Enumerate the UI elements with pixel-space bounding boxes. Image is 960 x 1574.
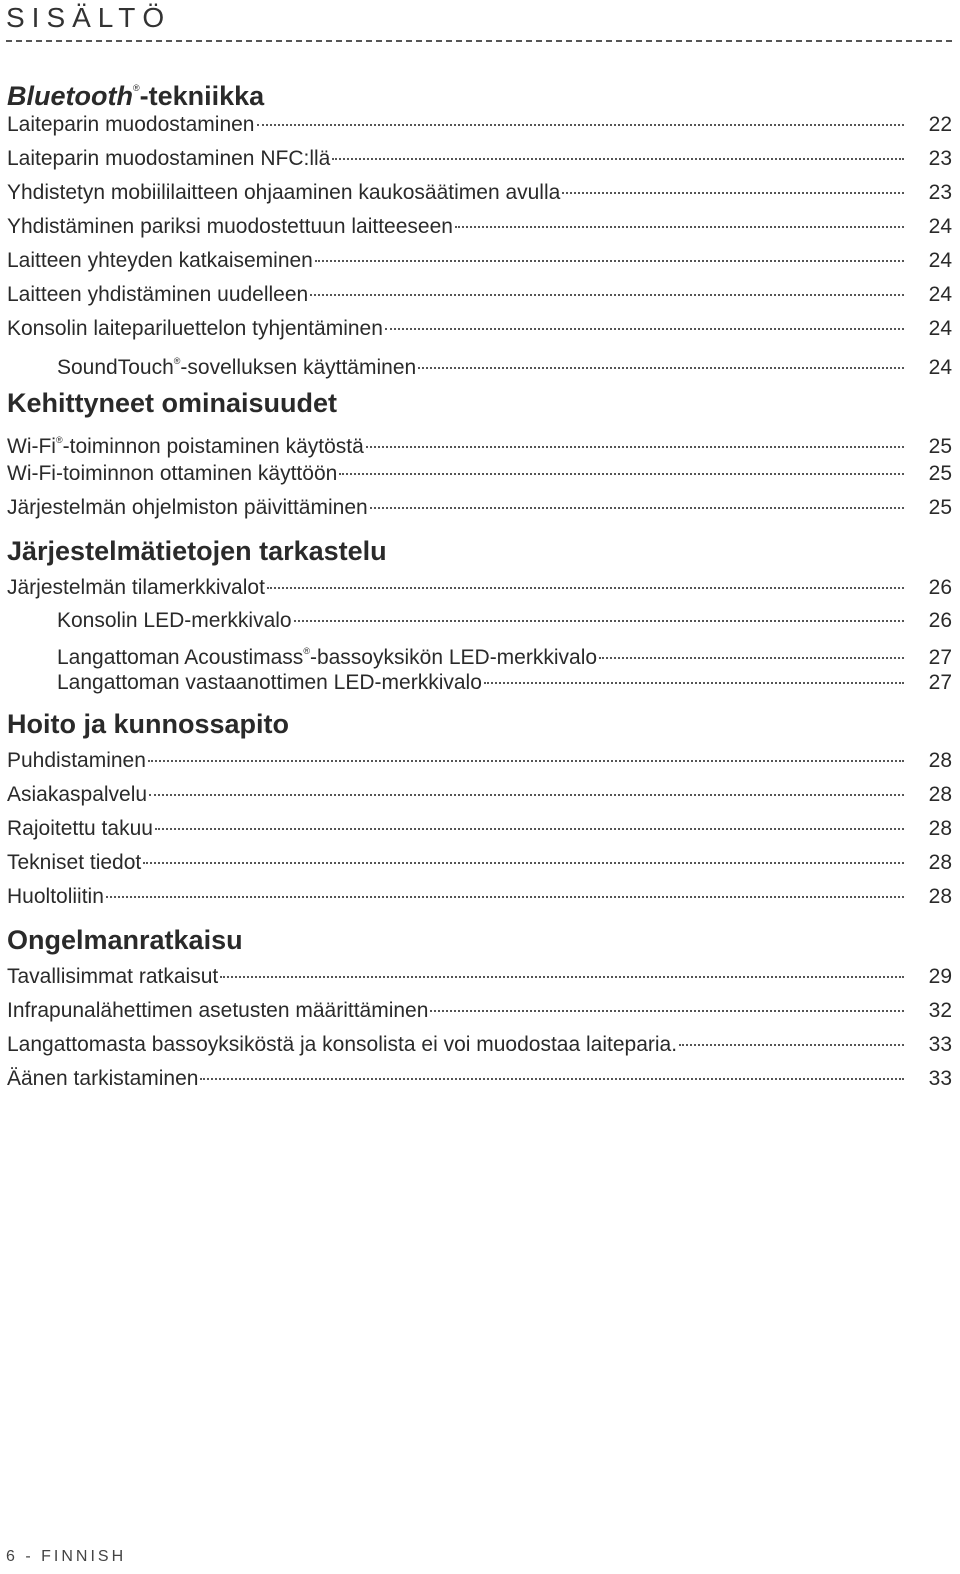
- table-of-contents: [7, 68, 952, 1096]
- toc-entry[interactable]: [7, 244, 952, 278]
- toc-entry[interactable]: [7, 1062, 952, 1096]
- toc-entry[interactable]: [7, 176, 952, 210]
- entry-page-number: 25: [928, 496, 952, 519]
- dot-leader: [143, 862, 904, 864]
- entry-page-number: 28: [928, 817, 952, 840]
- toc-entry[interactable]: [7, 210, 952, 244]
- entry-label: Wi-Fi-toiminnon ottaminen käyttöön: [7, 462, 338, 485]
- dot-leader: [370, 507, 904, 509]
- dot-leader: [430, 1010, 904, 1012]
- dot-leader: [257, 124, 905, 126]
- entry-label: Rajoitettu takuu: [7, 817, 153, 840]
- entry-page-number: 24: [928, 249, 952, 272]
- entry-page-number: 32: [928, 999, 952, 1022]
- entry-label: Puhdistaminen: [7, 749, 146, 772]
- dot-leader: [148, 760, 904, 762]
- toc-entry[interactable]: [7, 812, 952, 846]
- entry-label-text: SoundTouch: [57, 356, 174, 379]
- toc-entry[interactable]: [7, 571, 952, 605]
- dot-leader: [200, 1078, 904, 1080]
- entry-label-text: Wi-Fi: [7, 435, 56, 458]
- entry-label: Tavallisimmat ratkaisut: [7, 965, 219, 988]
- dot-leader: [385, 328, 904, 330]
- entry-label: [7, 346, 416, 383]
- entry-label: Järjestelmän tilamerkkivalot: [7, 576, 265, 599]
- entry-label: Huoltoliitin: [7, 885, 104, 908]
- entry-page-number: 28: [928, 885, 952, 908]
- entry-page-number: 33: [928, 1067, 952, 1090]
- toc-entry[interactable]: [7, 960, 952, 994]
- entry-label-suffix: -bassoyksikön LED-merkkivalo: [309, 646, 598, 669]
- toc-subentry[interactable]: [7, 346, 952, 377]
- entry-label: Yhdistetyn mobiililaitteen ohjaaminen kaukosäätimen avulla: [7, 181, 561, 204]
- section-heading-troubleshooting[interactable]: Ongelmanratkaisu: [7, 925, 243, 955]
- toc-entry[interactable]: [7, 312, 952, 346]
- dot-leader: [310, 294, 904, 296]
- dot-leader: [220, 976, 904, 978]
- registered-mark: ®: [55, 435, 63, 445]
- toc-entry[interactable]: [7, 423, 952, 457]
- toc-entry[interactable]: [7, 1028, 952, 1062]
- dot-leader: [149, 794, 904, 796]
- section-heading-bluetooth[interactable]: [7, 68, 952, 111]
- entry-label: Infrapunalähettimen asetusten määrittäminen: [7, 999, 429, 1022]
- dot-leader: [599, 657, 904, 659]
- entry-page-number: 33: [928, 1033, 952, 1056]
- entry-page-number: 26: [928, 576, 952, 599]
- toc-entry[interactable]: [7, 994, 952, 1028]
- dot-leader: [339, 473, 904, 475]
- entry-label: Laitteen yhdistäminen uudelleen: [7, 283, 309, 306]
- dot-leader: [455, 226, 904, 228]
- heading-text: Bluetooth: [7, 81, 133, 111]
- entry-page-number: 25: [928, 435, 952, 458]
- dot-leader: [679, 1044, 904, 1046]
- entry-label: Äänen tarkistaminen: [7, 1067, 199, 1090]
- toc-subentry[interactable]: [7, 636, 952, 667]
- entry-page-number: 24: [928, 356, 952, 379]
- entry-page-number: 26: [928, 609, 952, 632]
- title-divider: [6, 40, 952, 42]
- entry-page-number: 25: [928, 462, 952, 485]
- toc-entry[interactable]: [7, 457, 952, 491]
- entry-label-suffix: -toiminnon poistaminen käytöstä: [62, 435, 364, 458]
- entry-label: Järjestelmän ohjelmiston päivittäminen: [7, 496, 368, 519]
- dot-leader: [106, 896, 904, 898]
- entry-label: Tekniset tiedot: [7, 851, 142, 874]
- entry-page-number: 22: [928, 113, 952, 136]
- entry-label: Laitteen yhteyden katkaiseminen: [7, 249, 313, 272]
- toc-subentry[interactable]: [7, 605, 952, 636]
- toc-entry[interactable]: [7, 846, 952, 880]
- registered-mark: ®: [132, 83, 140, 93]
- dot-leader: [332, 158, 904, 160]
- heading-suffix: -tekniikka: [139, 81, 265, 111]
- toc-entry[interactable]: [7, 108, 952, 142]
- entry-label: Laiteparin muodostaminen: [7, 113, 255, 136]
- toc-entry[interactable]: [7, 491, 952, 525]
- dot-leader: [315, 260, 904, 262]
- registered-mark: ®: [173, 356, 181, 366]
- entry-label: Yhdistäminen pariksi muodostettuun laitteeseen: [7, 215, 453, 238]
- section-heading-care-maintenance[interactable]: Hoito ja kunnossapito: [7, 709, 290, 739]
- entry-page-number: 24: [928, 215, 952, 238]
- entry-page-number: 28: [928, 749, 952, 772]
- entry-page-number: 23: [928, 181, 952, 204]
- entry-page-number: 24: [928, 317, 952, 340]
- entry-label-suffix: -sovelluksen käyttäminen: [180, 356, 417, 379]
- entry-label: Asiakaspalvelu: [7, 783, 148, 806]
- entry-label: Langattoman vastaanottimen LED-merkkivalo: [57, 671, 482, 694]
- dot-leader: [418, 367, 904, 369]
- page-footer: 6 - FINNISH: [6, 1548, 127, 1565]
- entry-page-number: 27: [928, 646, 952, 669]
- entry-label: Konsolin laitepariluettelon tyhjentäminen: [7, 317, 383, 340]
- entry-page-number: 27: [928, 671, 952, 694]
- dot-leader: [155, 828, 904, 830]
- section-heading-advanced-features[interactable]: Kehittyneet ominaisuudet: [7, 388, 338, 418]
- toc-entry[interactable]: [7, 142, 952, 176]
- toc-subentry[interactable]: [7, 667, 952, 698]
- entry-label: Konsolin LED-merkkivalo: [57, 609, 292, 632]
- entry-page-number: 23: [928, 147, 952, 170]
- page-title: SISÄLTÖ: [6, 2, 172, 33]
- dot-leader: [267, 587, 904, 589]
- dot-leader: [294, 620, 904, 622]
- entry-label: Langattomasta bassoyksiköstä ja konsolista ei voi muodostaa laiteparia.: [7, 1033, 678, 1056]
- entry-page-number: 24: [928, 283, 952, 306]
- toc-entry[interactable]: [7, 778, 952, 812]
- section-heading-system-info[interactable]: Järjestelmätietojen tarkastelu: [7, 536, 387, 566]
- dot-leader: [562, 192, 904, 194]
- toc-entry[interactable]: [7, 880, 952, 914]
- toc-entry[interactable]: [7, 744, 952, 778]
- entry-label-text: Langattoman Acoustimass: [57, 646, 304, 669]
- toc-entry[interactable]: [7, 278, 952, 312]
- entry-label: Laiteparin muodostaminen NFC:llä: [7, 147, 331, 170]
- entry-page-number: 28: [928, 851, 952, 874]
- dot-leader: [484, 682, 904, 684]
- dot-leader: [366, 446, 904, 448]
- entry-page-number: 28: [928, 783, 952, 806]
- registered-mark: ®: [303, 646, 310, 656]
- entry-page-number: 29: [928, 965, 952, 988]
